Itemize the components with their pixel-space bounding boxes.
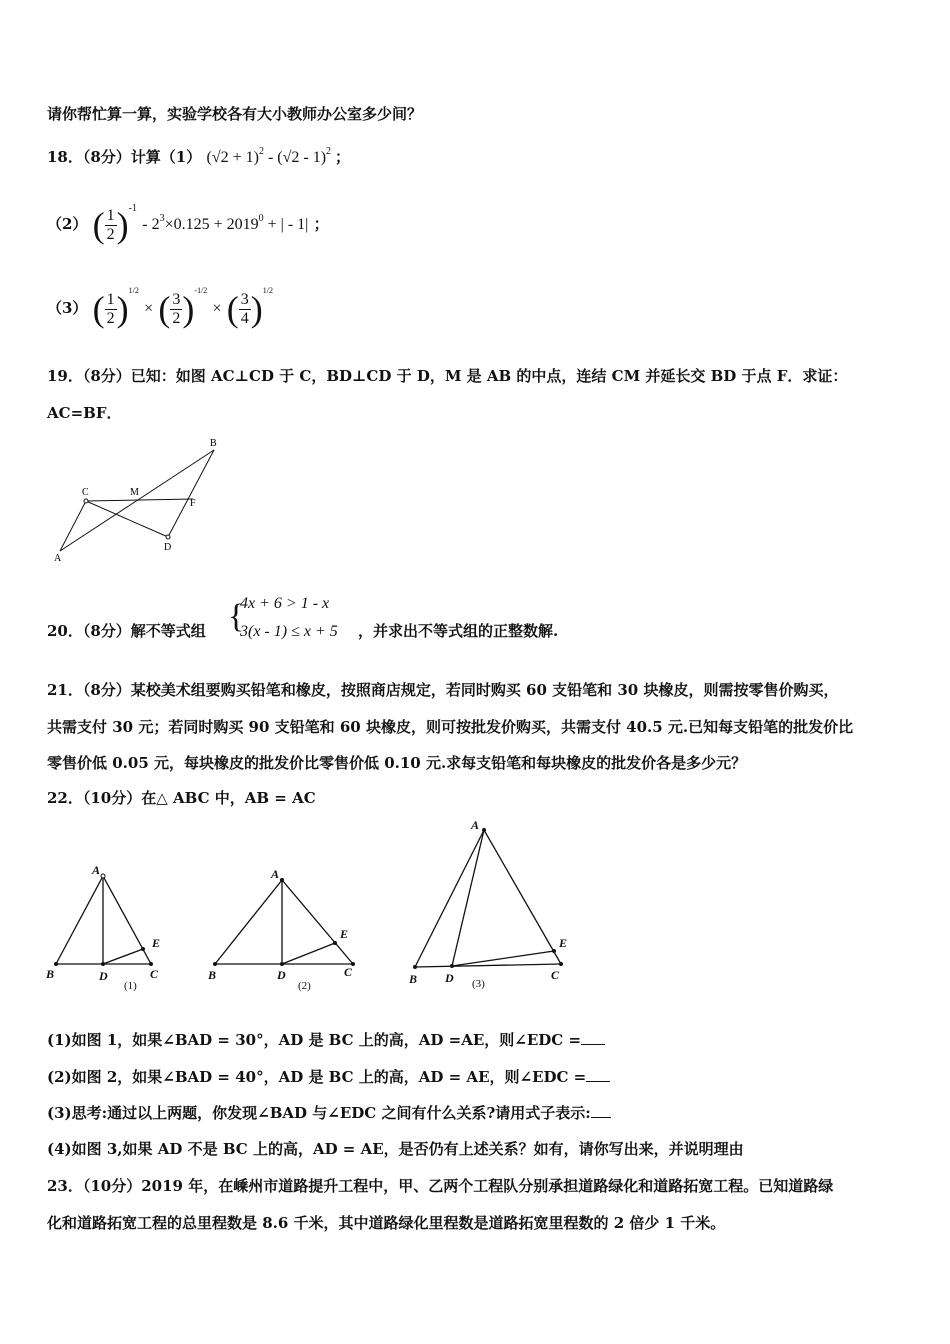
q22-figures [40, 812, 580, 1002]
q21-line3: 零售价低 0.05 元，每块橡皮的批发价比零售价低 0.10 元.求每支铅笔和每块橡皮的批发价各是多少元？ [47, 754, 747, 772]
q18-p2-fraction: $\frac{1}{2}$ [106, 206, 115, 243]
fig2-B: B [208, 968, 217, 982]
fig2-caption: (2) [298, 980, 311, 992]
answer-blank-3[interactable] [591, 1103, 611, 1118]
q21-line1: 21．（8分）某校美术组要购买铅笔和橡皮，按照商店规定，若同时购买 60 支铅笔和 30 块橡皮，则需按零售价购买， [47, 681, 839, 699]
q22-sub4: (4)如图 3,如果 AD 不是 BC 上的高，AD = AE，是否仍有上述关系？如有，请你写出来，并说明理由 [47, 1140, 744, 1158]
fig2-D: D [277, 968, 286, 982]
label-B: B [210, 438, 217, 449]
label-C: C [82, 487, 89, 498]
q20-inequality-2: 3(x - 1) ≤ x + 5 [240, 623, 338, 640]
q22-sub2: (2)如图 2，如果∠BAD = 40°，AD 是 BC 上的高，AD = AE，则∠EDC = [47, 1066, 610, 1087]
q22-sub3: (3)思考:通过以上两题，你发现∠BAD 与∠EDC 之间有什么关系?请用式子表示: [47, 1102, 611, 1123]
fig1-D: D [99, 969, 108, 983]
q17-tail: 请你帮忙算一算，实验学校各有大小教师办公室多少间？ [47, 105, 423, 123]
q18-part3: （3） ( $\frac{1}{2}$ )$^{1/2}$ × ( $\frac{3}{2}$ )$^{-1/2}$ × ( $\frac{3}{4}$ )$^{1/2}$ [47, 286, 274, 329]
fig2-C: C [344, 965, 353, 979]
fig3-D: D [445, 971, 454, 985]
q20-tail: ，并求出不等式组的正整数解. [358, 622, 559, 640]
q23-line2: 化和道路拓宽工程的总里程数是 8.6 千米，其中道路绿化里程数是道路拓宽里程数的 2 倍少 1 千米。 [47, 1214, 726, 1232]
answer-blank-1[interactable] [581, 1030, 605, 1045]
label-D: D [164, 542, 172, 553]
q22-title: 22．（10分）在△ ABC 中，AB = AC [47, 789, 316, 807]
fig1-E: E [152, 936, 161, 950]
label-F: F [190, 498, 196, 509]
q19-text-line1: 19．（8分）已知：如图 AC⊥CD 于 C，BD⊥CD 于 D，M 是 AB 的中点，连结 CM 并延长交 BD 于点 F．求证： [47, 367, 848, 385]
fig3-caption: (3) [472, 978, 485, 990]
answer-blank-2[interactable] [586, 1067, 610, 1082]
fig1-C: C [150, 967, 159, 981]
fig3-C: C [551, 968, 560, 982]
fig3-B: B [409, 972, 418, 986]
fig1-A: A [92, 863, 101, 877]
q20-number: 20．（8分）解不等式组 [47, 622, 206, 640]
fig2-E: E [340, 927, 349, 941]
q20-inequality-1: 4x + 6 > 1 - x [240, 595, 330, 612]
q19-figure [50, 435, 230, 565]
q23-line1: 23．（10分）2019 年，在嵊州市道路提升工程中，甲、乙两个工程队分别承担道路绿化和道路拓宽工程。已知道路绿 [47, 1177, 834, 1195]
fig2-A: A [271, 867, 280, 881]
q22-sub1: (1)如图 1，如果∠BAD = 30°，AD 是 BC 上的高，AD =AE，则∠EDC = [47, 1029, 605, 1050]
q18-part1: 18．（8分）计算（1） $(√2 + 1)^2 - (√2 - 1)^2$ ； [47, 146, 351, 166]
fig1-B: B [46, 967, 55, 981]
fig3-E: E [559, 936, 568, 950]
label-A: A [54, 553, 62, 564]
q18-expr1: $(√2 + 1)^2 - (√2 - 1)^2$ [206, 146, 332, 166]
q18-number: 18．（8分）计算（1） [47, 148, 202, 166]
fig3-A: A [471, 818, 480, 832]
fig1-caption: (1) [124, 980, 137, 992]
q18-part2: （2） ( $\frac{1}{2}$ )$^{-1} - 2^3\times 0.125 + 2019^0$ + | - 1| ； [47, 203, 329, 245]
q19-text-line2: AC=BF． [47, 404, 122, 422]
q21-line2: 共需支付 30 元；若同时购买 90 支铅笔和 60 块橡皮，则可按批发价购买，共需支付 40.5 元.已知每支铅笔的批发价比 [47, 718, 854, 736]
label-M: M [130, 487, 139, 498]
